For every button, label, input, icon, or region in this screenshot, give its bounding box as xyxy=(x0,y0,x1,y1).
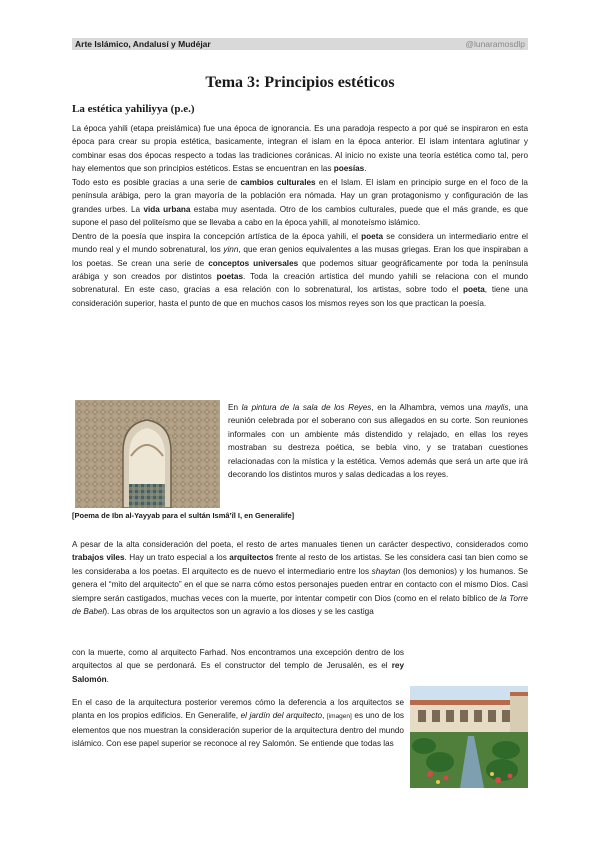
paragraph-6: En el caso de la arquitectura posterior veremos cómo la deferencia a los arquitectos se planta en los propios edificios. En Generalife, el jardín del arquitecto, [imagen] es uno de los elementos que nos muestran la consideración superior de la arquitectura dentro del mundo islámico. Con ese papel superior se reconoce al rey Salomón. Se entiende que todas las xyxy=(72,698,404,749)
body-block-1 xyxy=(72,122,528,310)
page-title: Tema 3: Principios estéticos xyxy=(205,74,395,91)
image-caption: [Poema de Ibn al-Yayyab para el sultán Ismâ’îl I, en Generalife] xyxy=(72,511,295,520)
running-header xyxy=(72,38,528,50)
header-course: Arte Islámico, Andalusí y Mudéjar xyxy=(75,39,211,49)
paragraph-3: Dentro de la poesía que inspira la concepción artística de la época yahili, el poeta se considera un intermediario entre el mundo real y el mundo sobrenatural, los yinn, que eran genios equivalentes a las musas griegas. Eran los que inspiraban a los poetas. Se crean una serie de conceptos universales que podemos situar geográficamente por toda la península arábiga y son creados por distintos poetas. Toda la creación artística del mundo yahili se relaciona con el mundo sobrenatural. En este caso, gracias a esa relación con lo sobrenatural, los artistas, sobre todo el poeta, tiene una consideración superior, hasta el punto de que en muchos casos los mismos reyes son los que practican la poesía. xyxy=(72,231,529,308)
paragraph-1: La época yahili (etapa preislámica) fue una época de ignorancia. Es una paradoja respecto a por qué se inspiraron en esta época para crear su propia estética, basicamente, integran el islam en la época anterior. El islam intentara aglutinar y combinar esas dos épocas respecto a todas las tradiciones coránicas. Al inicio no existe una teoría estética como tal, pero hay elementos que son principios estéticos. Estas se encuentran en las poesías. xyxy=(72,124,528,174)
paragraph-5-continued: con la muerte, como al arquitecto Farhad. Nos encontramos una excepción dentro de los arquitectos al que se perdonará. Es el constructor del templo de Jerusalén, es el rey Salomón. xyxy=(72,648,404,684)
paragraph-5: A pesar de la alta consideración del poeta, el resto de artes manuales tienen un carácter despectivo, considerados como trabajos viles. Hay un trato especial a los arquitectos frente al resto de los artistas. Se les considera casi tan bien como se les consideraba a los poetas. El arquitecto es de nuevo el intermediario entre los shaytan (los demonios) y los humanos. Se genera el “mito del arquitecto” en el que se narra cómo estos personajes pueden entrar en contacto con el mismo Dios. Casi siempre serán castigados, muchas veces con la muerte, por intentar competir con Dios (como en el relato bíblico de la Torre de Babel). Las obras de los arquitectos son un agravio a los dioses y se les castiga xyxy=(72,540,528,617)
paragraph-4: En la pintura de la sala de los Reyes, en la Alhambra, vemos una maylis, una reunión celebrada por el soberano con sus allegados en su corte. Son reuniones informales con un ambiente más distendido y relajado, en ellas los reyes mostraban su destreza poética, se bebía vino, y se trataban cuestiones relacionadas con la mística y la estética. Vemos además que será un arte que irá decorando los distintos muros y salas dedicadas a los reyes. xyxy=(228,403,528,480)
paragraph-2: Todo esto es posible gracias a una serie de cambios culturales en el Islam. El islam en principio surge en el foco de la península arábiga, pero la gran mayoría de la población era nómada. Hay un gran protagonismo y configuración de las grandes urbes. La vida urbana estaba muy asentada. Otro de los cambios culturales, puede que el más grande, es que supone el paso del politeísmo que se llevaba a cabo en la época yahili, al monoteísmo islámico. xyxy=(72,177,528,228)
alhambra-niche-image xyxy=(75,400,220,508)
section-heading: La estética yahiliyya (p.e.) xyxy=(72,103,195,115)
header-author: @lunaramosdlp xyxy=(465,39,525,49)
generalife-garden-image xyxy=(410,686,528,788)
